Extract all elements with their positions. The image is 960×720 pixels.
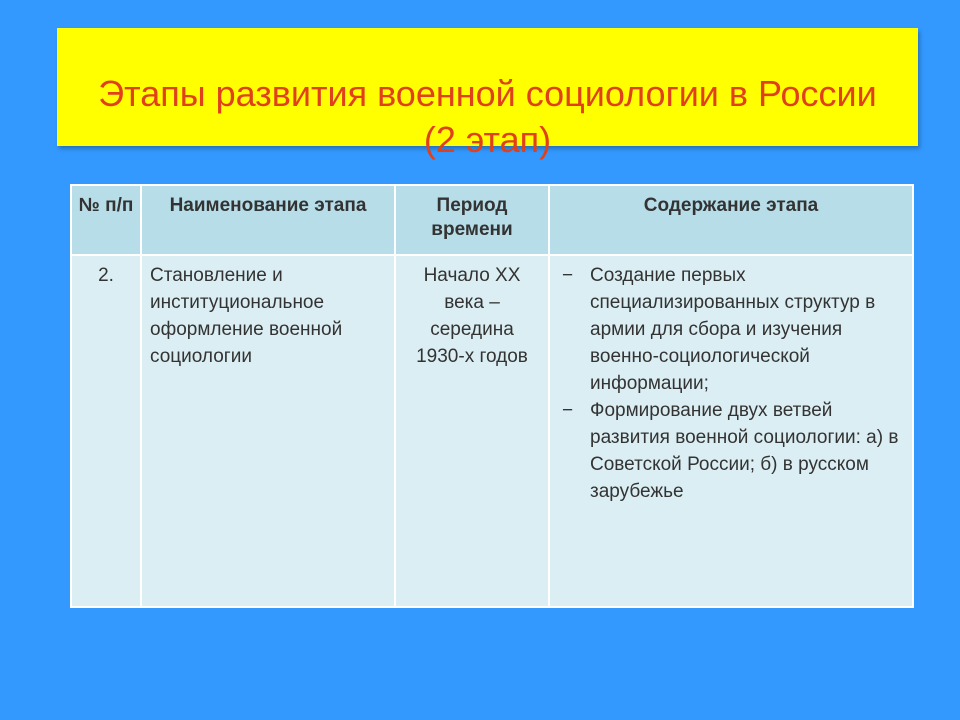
list-item	[558, 262, 904, 397]
header-period: Период времени	[395, 185, 549, 255]
header-number: № п/п	[71, 185, 141, 255]
stages-table	[70, 184, 914, 608]
table-header-row	[71, 185, 913, 255]
bullet-dash: −	[562, 265, 574, 286]
list-item-text: Создание первых специализированных структур в армии для сбора и изучения военно-социологической информации;	[590, 265, 876, 394]
header-stage-name: Наименование этапа	[141, 185, 395, 255]
table-row	[71, 255, 913, 607]
slide-title: Этапы развития военной социологии в России	[98, 73, 877, 114]
cell-number: 2.	[71, 255, 141, 607]
cell-content	[549, 255, 913, 607]
bullet-dash: −	[562, 400, 574, 421]
list-item-text: Формирование двух ветвей развития военной социологии: а) в Советской России; б) в русском зарубежье	[590, 400, 899, 502]
cell-stage-name: Становление и институциональное оформление военной социологии	[141, 255, 395, 607]
slide-subtitle: (2 этап)	[423, 119, 552, 160]
cell-period: Начало XX века – середина 1930-х годов	[395, 255, 549, 607]
header-content: Содержание этапа	[549, 185, 913, 255]
list-item	[558, 397, 904, 505]
title-box	[57, 28, 918, 160]
content-list	[558, 262, 904, 505]
